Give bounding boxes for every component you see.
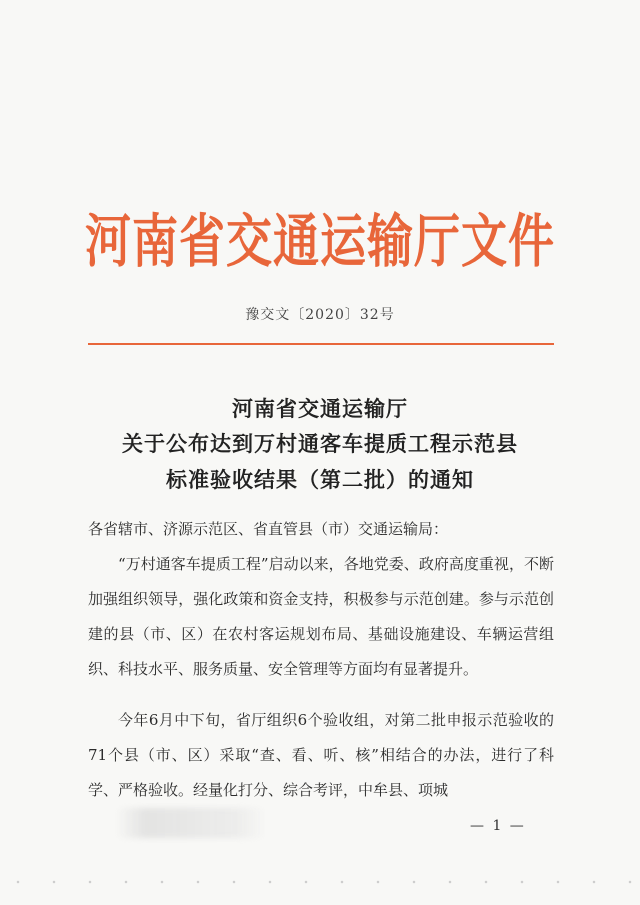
scan-edge-dots [0, 878, 640, 886]
salutation: 各省辖市、济源示范区、省直管县（市）交通运输局： [88, 520, 449, 538]
page-number: — 1 — [470, 818, 526, 834]
body-paragraph-1: “万村通客车提质工程”启动以来，各地党委、政府高度重视，不断加强组织领导，强化政策和资金支持，积极参与示范创建。参与示范创建的县（市、区）在农村客运规划布局、基础设施建设、车辆运营组织、科技水平、服务质量、安全管理等方面均有显著提升。 [88, 555, 554, 678]
notice-title-line-3: 标准验收结果（第二批）的通知 [166, 467, 474, 492]
blurred-region [116, 808, 266, 838]
red-divider-line [88, 343, 554, 345]
notice-title-line-2: 关于公布达到万村通客车提质工程示范县 [122, 431, 518, 456]
document-number: 豫交文〔2020〕32号 [245, 307, 395, 323]
notice-title-line-1: 河南省交通运输厅 [232, 396, 408, 421]
document-header-title: 河南省交通运输厅文件 [85, 207, 555, 275]
body-paragraph-2: 今年6月中下旬，省厅组织6个验收组，对第二批申报示范验收的71个县（市、区）采取“查、看、听、核”相结合的办法，进行了科学、严格验收。经量化打分、综合考评，中牟县、项城 [88, 711, 554, 799]
